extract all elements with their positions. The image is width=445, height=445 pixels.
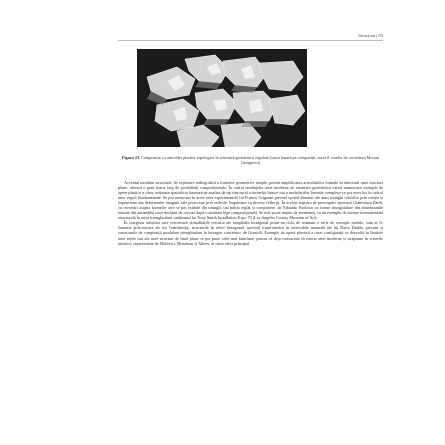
paragraph: În categoria artiștilor care cercetează virtualitățile cercului ale simplității hexagonal printr-un ciclu de reuniuni o serie de exemple mobile, cum ar fi: Jeanette policromice ale lui Tomshinsky, structurile în relief hexagonal, spectrul transformării în intervalele manuală ale lui Dario Dadda, precum și variațiunile de compoziții modulare triunghiulare în hexagon concentric de Grazioli. Exemple de operă plastică a cărei configurații se dezvoltă în limitele unei rețele sau ale unei structuri de bază plane se pot pune celei mai familiare, pentru că deja consacrate în istoria artei moderne și străpunse în scrierile artistice, reprezentate de Malevici, Mondrian și Albers, al căror efect principal. — [118, 220, 383, 246]
header-rule — [118, 40, 383, 41]
figure-image — [137, 49, 307, 147]
figure-caption — [118, 155, 383, 165]
paragraph: Accentul modului structural, de explorare radiografică a formelor geometrice simple, permit amplificarea articolațiilor formale în interiorul unei structuri plane, oferind o grad foarte larg de posibilități compoziționale. În cadrul tendințelor artei moderne de orientare geometrică există numeroase exemple de opere plastice a căror ordonare spațială se bazează pe analiza de tip structural a formelor bazice sau a modulațiilor formale complexe ce pot avea loc în cadrul unor reguli fundamentale. Se pot menționa în acest sens experimentele lui Francis Grignani privind spațiul dinamic ale unui triunghi celulelor prin rotație și expansiune sau deformările imaginii sale proiectate prin reflexie. Imprimate cu diverse reflecții. În același registru de preocupări operează Gianfranco Pardi, cu cercetări asupra formelor care se pot extinde din triunghi sau pătrat reglat și compunere, iar Eduardo Paolozzi cu forme triunghiulare din dimensiunile reunite din ansamblul unor mulțimi de cercuri după o anumită lege compozițională. Se mai poate aminti de asemenea, ca un exemplu de lucrare monumentală structurală în rețea triunghiulară, ambientul lui Tony Smith Installation Expo 70 (Los Angeles County Museum of Art). — [118, 180, 383, 221]
caption-text: Compoziție cu articolări plastice topologice în structură geometrică regulată (sursă bazată pe compoziții, sursă îl conduc de cercetarea Moraru Georgescu) — [141, 155, 380, 166]
caption-label: Figura 23. — [121, 155, 141, 160]
running-header: Structura | 83 — [358, 33, 383, 38]
body-text — [118, 180, 383, 246]
